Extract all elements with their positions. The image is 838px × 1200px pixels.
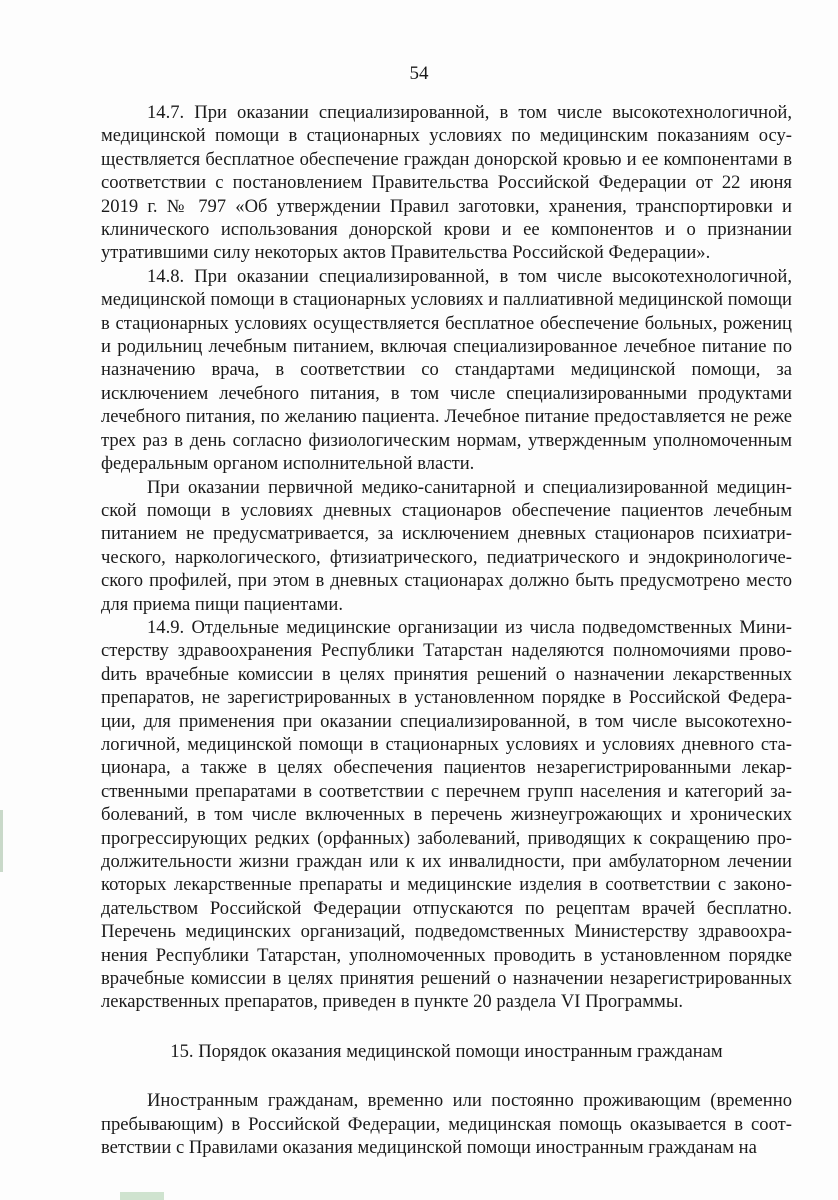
paragraph-14-9: 14.9. Отдельные медицинские организации из числа подведомственных Министерству здравоохранения Республики Татарстан наделяются полномочиями провоdить врачебные комиссии в целях принятия решений о назначении лекарственных препаратов, не зарегистрированных в установленном порядке в Российской Федерации, для применения при оказании специализированной, в том числе высокотехнологичной, медицинской помощи в стационарных условиях и условиях дневного стационара, а также в целях обеспечения пациентов незарегистрированными лекарственными препаратами в соответствии с перечнем групп населения и категорий заболеваний, в том числе включенных в перечень жизнеугрожающих и хронических прогрессирующих редких (орфанных) заболеваний, приводящих к сокращению продолжительности жизни граждан или к их инвалидности, при амбулаторном лечении которых лекарственные препараты и медицинские изделия в соответствии с законодательством Российской Федерации отпускаются по рецептам врачей бесплатно. Перечень медицинских организаций, подведомственных Министерству здравоохранения Республики Татарстан, уполномоченных проводить в установленном порядке врачебные комиссии в целях принятия решений о назначении незарегистрированных лекарственных препаратов, приведен в пункте 20 раздела VI Программы.: [101, 616, 792, 1013]
section-heading-15: 15. Порядок оказания медицинской помощи иностранным гражданам: [170, 1040, 723, 1062]
paragraph-day-hospital: При оказании первичной медико-санитарной и специализированной медицинской помощи в условиях дневных стационаров обеспечение пациентов лечебным питанием не предусматривается, за исключением дневных стационаров психиатрического, наркологического, фтизиатрического, педиатрического и эндокринологического профилей, при этом в дневных стационарах должно быть предусмотрено место для приема пищи пациентами.: [101, 476, 792, 615]
page-number: 54: [409, 63, 429, 84]
paragraph-foreign-citizens: Иностранным гражданам, временно или постоянно проживающим (временно пребывающим) в Российской Федерации, медицинская помощь оказывается в соответствии с Правилами оказания медицинской помощи иностранным гражданам на: [101, 1090, 792, 1159]
document-body: [101, 101, 792, 1159]
paragraph-14-7: 14.7. При оказании специализированной, в том числе высокотехнологичной, медицинской помощи в стационарных условиях по медицинским показаниям осуществляется бесплатное обеспечение граждан донорской кровью и ее компонентами в соответствии с постановлением Правительства Российской Федерации от 22 июня 2019 г. № 797 «Об утверждении Правил заготовки, хранения, транспортировки и клинического использования донорской крови и ее компонентов и о признании утратившими силу некоторых актов Правительства Российской Федерации».: [101, 102, 792, 264]
scan-edge-mark: [0, 810, 3, 872]
paragraph-14-8: 14.8. При оказании специализированной, в том числе высокотехнологичной, медицинской помощи в стационарных условиях и паллиативной медицинской помощи в стационарных условиях осуществляется бесплатное обеспечение больных, рожениц и родильниц лечебным питанием, включая специализированное лечебное питание по назначению врача, в соответствии со стандартами медицинской помощи, за исключением лечебного питания, в том числе специализированными продуктами лечебного питания, по желанию пациента. Лечебное питание предоставляется не реже трех раз в день согласно физиологическим нормам, утвержденным уполномоченным федеральным органом исполнительной власти.: [101, 265, 792, 475]
scan-bottom-mark: [120, 1192, 164, 1200]
